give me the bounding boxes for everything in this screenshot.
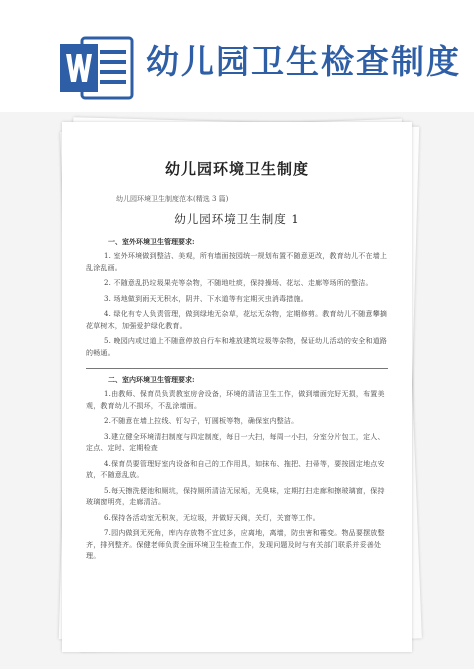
paragraph: 4.保育员要管理好室内设备和自己的工作用具，如抹布、拖把、扫帚等，要按固定地点安放，不随意乱放。 — [86, 459, 385, 479]
section-title: 一、室外环境卫生管理要求: — [108, 237, 195, 246]
document-heading: 幼儿园环境卫生制度 1 — [174, 212, 300, 226]
paragraph: 3. 场地做到雨天无积水，阴井、下水道等有定期灭虫消毒措施。 — [104, 294, 308, 303]
paragraph: 7.园内做到无死角，库内存放物不宜过多，应离地，离墙，防虫害和霉变。物品要摆放整齐，排列整齐。保健老师负责全面环境卫生检查工作，发现问题及时与有关部门联系并妥善处理。 — [86, 529, 385, 560]
paragraph: 6.保持各活动室无积灰，无垃圾，并做好天阀，关灯，关窗等工作。 — [104, 513, 320, 522]
document-title: 幼儿园环境卫生制度 — [164, 160, 309, 178]
paragraph: 5.每天擦洗便池和厕坑，保持厕所清洁无尿垢，无臭味，定期打扫走廊和擦玻璃窗，保持玻璃窗明亮，走廊清洁。 — [86, 486, 385, 506]
banner — [0, 0, 474, 112]
paragraph: 1.由教师、保育员负责教室房舍设备，环境的清洁卫生工作，做到墙面完好无损，布置美观，教育幼儿不损坏，不乱涂墙面。 — [86, 390, 385, 410]
paragraph: 2. 不随意乱扔垃圾果壳等杂物，不随地吐痰，保持操场、花坛、走廊等场所的整洁。 — [104, 279, 373, 287]
paragraph: 1. 室外环境做到整洁、美观，所有墙面按园统一规划布置不随意更改，教育幼儿不在墙上乱涂乱画。 — [86, 252, 388, 272]
paragraph: 5. 晚园内或过道上不随意停放自行车和堆放建筑垃圾等杂物，保证幼儿活动的安全和道路的畅通。 — [86, 337, 388, 357]
section-divider — [86, 368, 388, 369]
banner-title: 幼儿园卫生检查制度 — [146, 42, 461, 81]
document-subtitle: 幼儿园环境卫生制度范本(精选 3 篇) — [116, 195, 229, 203]
document-page — [62, 122, 412, 652]
paragraph: 4. 绿化有专人负责管理，做到绿地无杂草，花坛无杂物，定期修剪。教育幼儿不随意攀摘花草树木，加强爱护绿化教育。 — [86, 310, 388, 330]
paragraph: 3.建立健全环境清扫制度与四定制度，每日一大扫，每周一小扫，分室分片包工，定人、定点、定时、定期检查 — [86, 432, 385, 452]
section-title: 二、室内环境卫生管理要求: — [108, 375, 195, 384]
paragraph: 2.不随意在墙上拉线、钉勾子，钉圆板等物，确保室内整洁。 — [104, 417, 299, 425]
word-icon — [60, 36, 134, 100]
